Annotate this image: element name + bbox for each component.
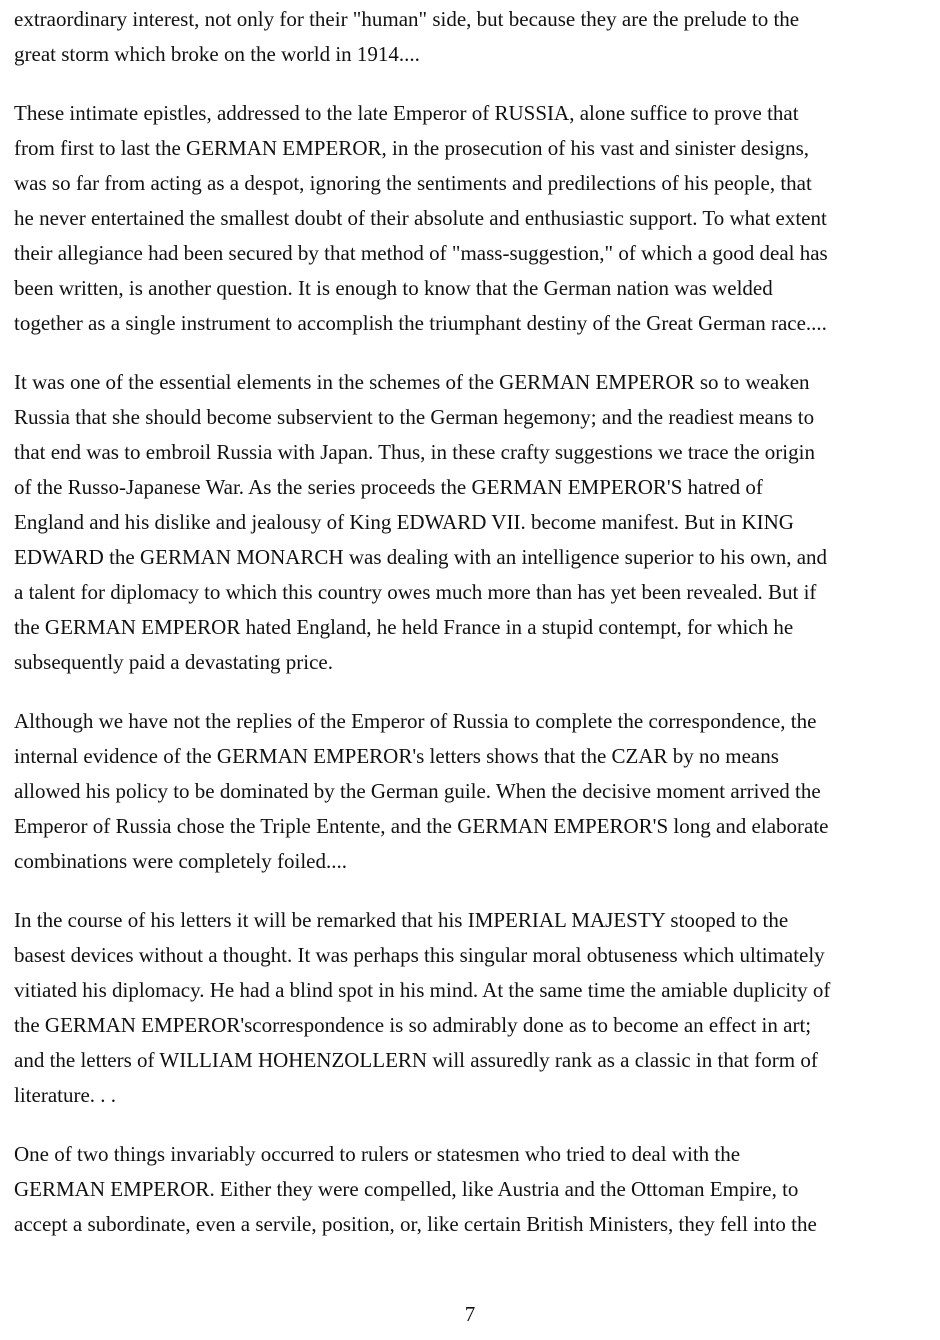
paragraph-3: It was one of the essential elements in the schemes of the GERMAN EMPEROR so to weaken Russia that she should become subservient to the German hegemony; and the readiest means to that end was to embroil Russia with Japan. Thus, in these crafty suggestions we trace the origin of the Russo-Japanese War. As the series proceeds the GERMAN EMPEROR'S hatred of England and his dislike and jealousy of King EDWARD VII. become manifest. But in KING EDWARD the GERMAN MONARCH was dealing with an intelligence superior to his own, and a talent for diplomacy to which this country owes much more than has yet been revealed. But if the GERMAN EMPEROR hated England, he held France in a stupid contempt, for which he subsequently paid a devastating price. — [14, 370, 828, 674]
paragraph-5: In the course of his letters it will be remarked that his IMPERIAL MAJESTY stooped to the basest devices without a thought. It was perhaps this singular moral obtuseness which ultimately vitiated his diplomacy. He had a blind spot in his mind. At the same time the amiable duplicity of the GERMAN EMPEROR'scorrespondence is so admirably done as to become an effect in art; and the letters of WILLIAM HOHENZOLLERN will assuredly rank as a classic in that form of literature. . . — [14, 908, 831, 1107]
paragraph-4: Although we have not the replies of the Emperor of Russia to complete the correspondence, the internal evidence of the GERMAN EMPEROR's letters shows that the CZAR by no means allowed his policy to be dominated by the German guile. When the decisive moment arrived the Emperor of Russia chose the Triple Entente, and the GERMAN EMPEROR'S long and elaborate combinations were completely foiled.... — [14, 709, 829, 873]
paragraph-1: extraordinary interest, not only for their "human" side, but because they are the prelude to the great storm which broke on the world in 1914.... — [14, 7, 800, 66]
paragraph-2: These intimate epistles, addressed to the late Emperor of RUSSIA, alone suffice to prove that from first to last the GERMAN EMPEROR, in the prosecution of his vast and sinister designs, was so far from acting as a despot, ignoring the sentiments and predilections of his people, that he never entertained the smallest doubt of their absolute and enthusiastic support. To what extent their allegiance had been secured by that method of "mass-suggestion," of which a good deal has been written, is another question. It is enough to know that the German nation was welded together as a single instrument to accomplish the triumphant destiny of the Great German race.... — [14, 101, 828, 335]
paragraph-6: One of two things invariably occurred to rulers or statesmen who tried to deal with the GERMAN EMPEROR. Either they were compelled, like Austria and the Ottoman Empire, to accept a subordinate, even a servile, position, or, like certain British Ministers, they fell into the — [14, 1142, 817, 1236]
page-number: 7 — [464, 1302, 476, 1326]
body-text — [14, 2, 926, 1266]
